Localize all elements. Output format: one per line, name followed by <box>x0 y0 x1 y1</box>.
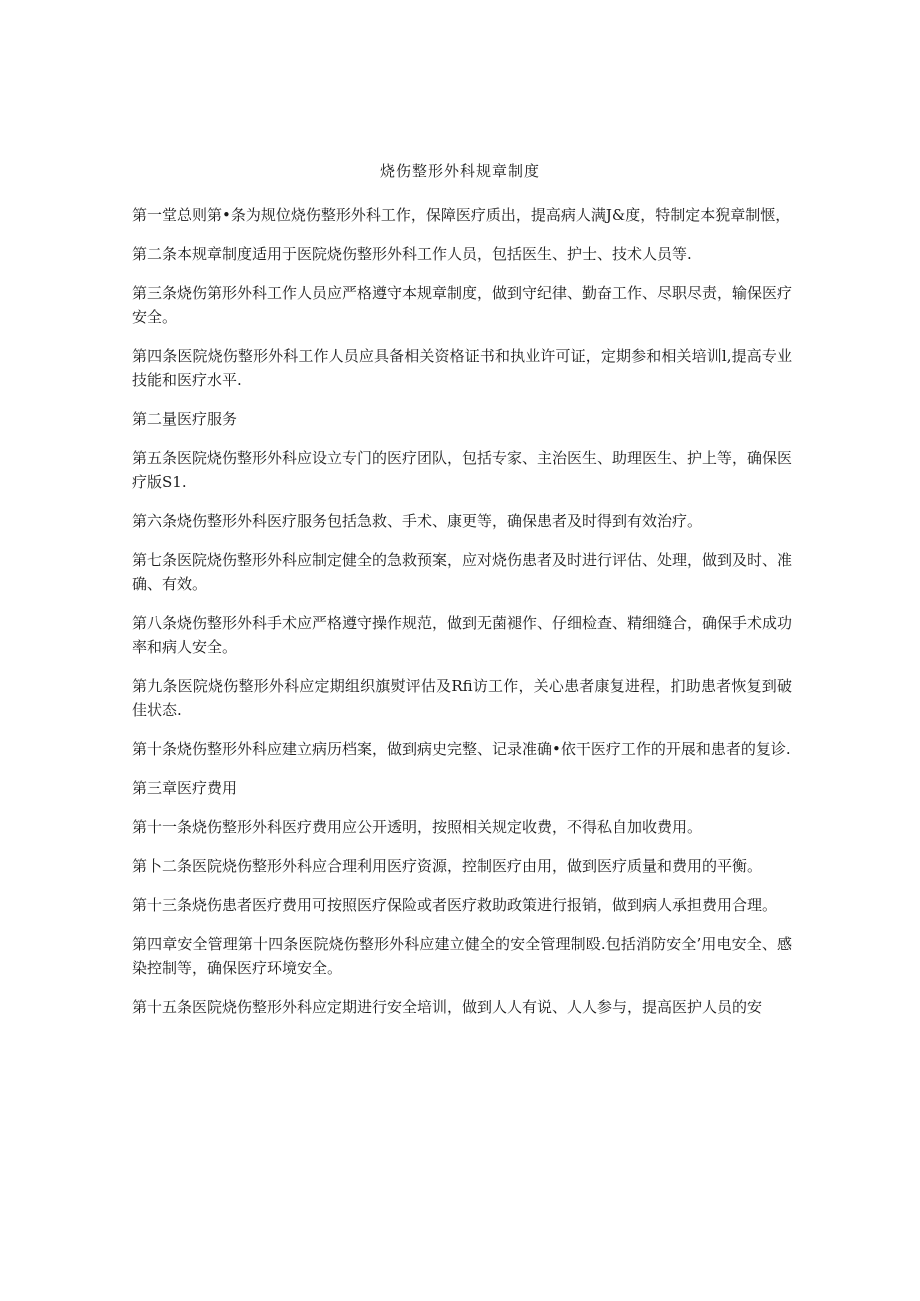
document-body <box>132 203 792 1034</box>
paragraph-article-11: 第十一条烧伤整形外科医疗费用应公开透明，按照相关规定收费，不得私自加收费用。 <box>132 818 703 836</box>
paragraph-article-7: 第七条医院烧伤整形外科应制定健全的急救预案，应对烧伤患者及时进行评估、处理，做到及时、准确、有效。 <box>132 551 793 593</box>
paragraph-article-1: 第一堂总则第•条为规位烧伤整形外科工作，保障医疗质出，提高病人满J&度，特制定本猊章制惬， <box>132 206 791 224</box>
paragraph-article-10: 第十条烧伤整形外科应建立病历档案，做到病史完整、记录准确•依干医疗工作的开展和患者的复诊. <box>132 740 791 758</box>
paragraph-article-5: 第五条医院烧伤整形外科应设立专门的医疗团队，包括专家、主治医生、助理医生、护上等，确保医疗版S1. <box>132 449 793 491</box>
paragraph-article-12: 第卜二条医院烧伤整形外科应合理利用医疗资源，控制医疗由用，做到医疗质量和费用的平衡。 <box>132 857 763 875</box>
paragraph-article-9: 第九条医院烧伤整形外科应定期组织旗熨评估及Rfi访工作，关心患者康复进程，扪助患者恢复到破佳状态. <box>132 677 792 719</box>
chapter-heading-3: 第三章医疗费用 <box>132 779 238 797</box>
document-title: 烧伤整形外科规章制度 <box>379 162 540 180</box>
paragraph-article-4: 第四条医院烧伤整形外科工作人员应具备相关资格证书和执业许可证，定期参和相关培训l,提高专业技能和医疗水平. <box>132 347 792 389</box>
paragraph-article-15: 第十五条医院烧伤整形外科应定期进行安全培训，做到人人有说、人人参与，提高医护人员的安 <box>132 998 763 1016</box>
paragraph-article-8: 第八条烧伤整形外科手术应严格遵守操作规范，做到无菌褪作、仔细检查、精细缝合，确保手术成功率和病人安全。 <box>132 614 793 656</box>
paragraph-article-3: 第三条烧伤第形外科工作人员应严格遵守本规章制度，做到守纪律、勤奋工作、尽职尽责，输保医疗安全。 <box>132 284 793 326</box>
chapter-heading-2: 第二量医疗服务 <box>132 410 238 428</box>
paragraph-article-2: 第二条本规章制度适用于医院烧伤整形外科工作人员，包括医生、护士、技术人员等. <box>132 245 692 263</box>
paragraph-article-14: 第四章安全管理第十四条医院烧伤整形外科应建立健全的安全管理制殴.包括消防安全’用电安全、感染控制等，确保医疗环境安全。 <box>132 935 792 977</box>
paragraph-article-6: 第六条烧伤整形外科医疗服务包括急救、手术、康更等，确保患者及时得到有效治疗。 <box>132 512 703 530</box>
paragraph-article-13: 第十三条烧伤患者医疗费用可按照医疗保险或者医疗救助政策进行报销，做到病人承担费用合理。 <box>132 896 778 914</box>
